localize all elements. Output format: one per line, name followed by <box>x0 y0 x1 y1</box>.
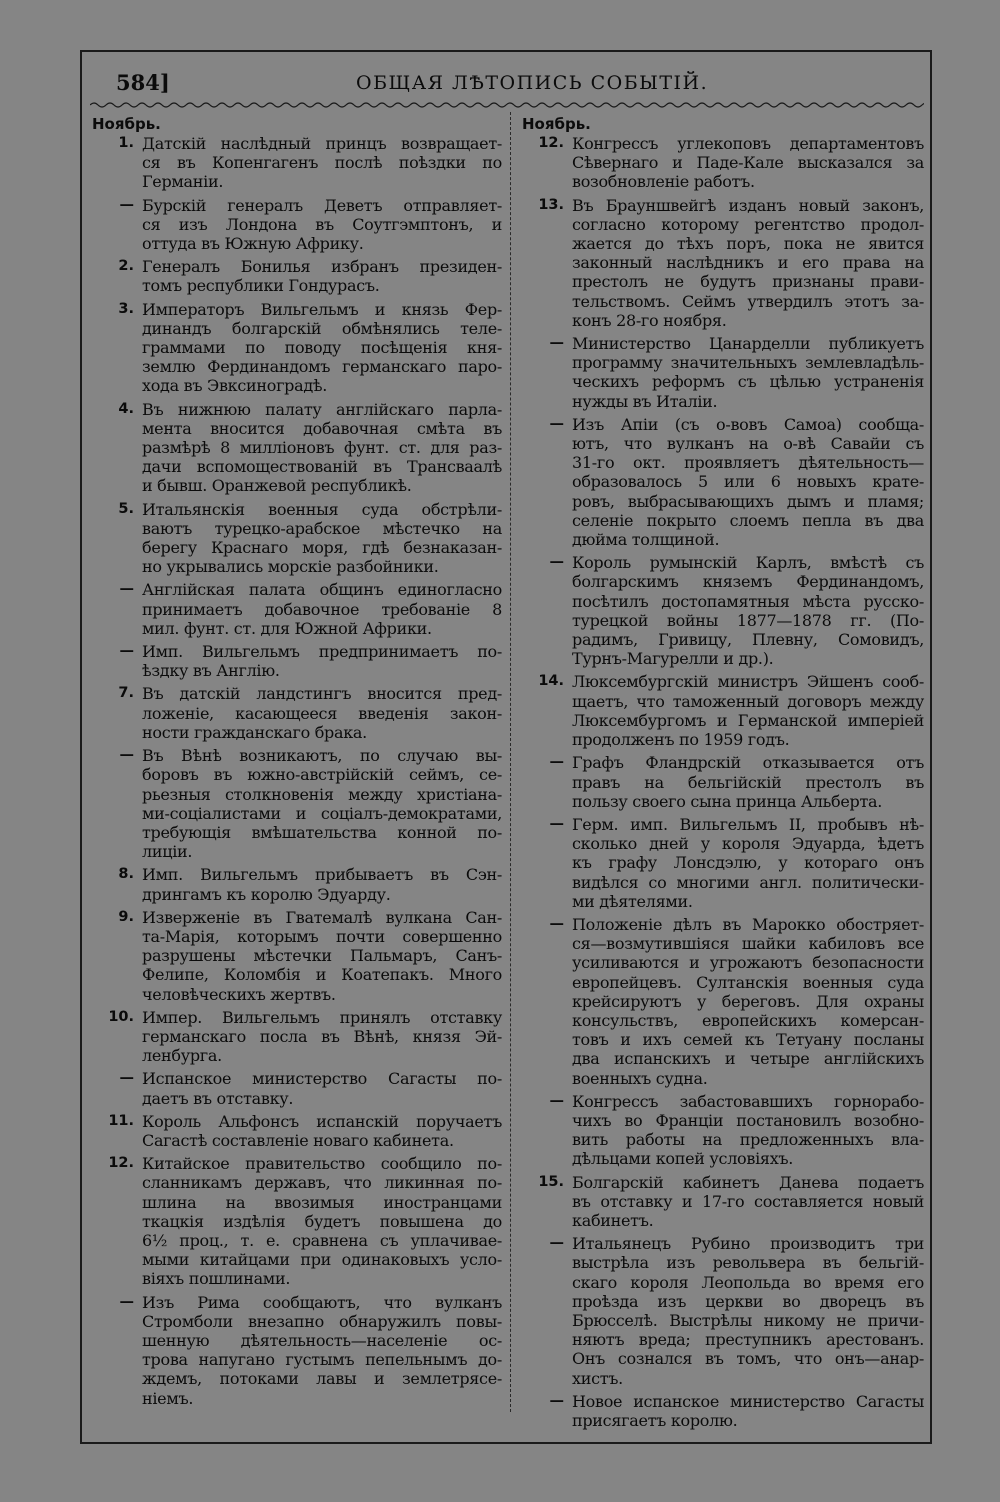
entry-text <box>142 746 502 861</box>
entry-text <box>142 1112 502 1150</box>
entry-text <box>572 753 924 811</box>
chronicle-entry <box>92 684 502 742</box>
entry-text <box>142 1154 502 1288</box>
entry-text <box>142 1008 502 1066</box>
entry-date: 15. <box>538 1173 564 1190</box>
text-line: ми-соціалистами и соціалъ-демократами, <box>142 803 502 823</box>
entry-text <box>142 257 502 295</box>
text-line: но укрывались морскіе разбойники. <box>142 557 439 577</box>
entry-date: 12. <box>108 1155 134 1172</box>
text-line: престолъ не будутъ признаны прави- <box>572 272 924 292</box>
text-line: Турнъ-Магурелли и др.). <box>572 649 774 669</box>
text-line: ткацкія издѣлія будетъ повышена до <box>142 1211 502 1231</box>
text-line: Генералъ Бонилья избранъ президен- <box>142 257 502 277</box>
entry-date: — <box>119 747 134 764</box>
entry-date: 10. <box>108 1008 134 1025</box>
chronicle-entry <box>522 553 924 668</box>
text-line: размѣрѣ 8 милліоновъ фунт. ст. для раз- <box>142 438 502 458</box>
text-line: дѣльцами копей условіяхъ. <box>572 1149 794 1169</box>
text-line: Въ Вѣнѣ возникаютъ, по случаю вы- <box>142 746 502 766</box>
text-line: динандъ болгарскій обмѣнялись теле- <box>142 318 502 338</box>
text-line: дрингамъ къ королю Эдуарду. <box>142 884 391 904</box>
entry-date: 4. <box>118 400 134 417</box>
chronicle-entry <box>522 915 924 1088</box>
text-line: Король румынскій Карлъ, вмѣстѣ съ <box>572 553 924 573</box>
text-line: томъ республики Гондурасъ. <box>142 276 380 296</box>
text-line: турецкой войны 1877—1878 гг. (По- <box>572 610 924 630</box>
text-line: дачи вспомоществованій въ Трансваалѣ <box>142 457 502 477</box>
chronicle-entry <box>92 580 502 638</box>
entry-text <box>572 1173 924 1231</box>
text-line: Герм. имп. Вильгельмъ II, пробывъ нѣ- <box>572 814 924 834</box>
chronicle-entry <box>522 1173 924 1231</box>
chronicle-entry <box>92 642 502 680</box>
entry-text <box>572 915 924 1088</box>
text-line: мента вносится добавочная смѣта въ <box>142 418 502 438</box>
chronicle-entry <box>92 1293 502 1408</box>
text-line: та-Марія, которымъ почти совершенно <box>142 926 502 946</box>
text-line: кабинетъ. <box>572 1210 654 1230</box>
text-line: хистъ. <box>572 1368 623 1388</box>
text-line: программу значительныхъ землевладѣль- <box>572 353 924 373</box>
text-line: Фелипе, Коломбія и Коатепакъ. Много <box>142 965 502 985</box>
text-line: Импер. Вильгельмъ принялъ отставку <box>142 1007 502 1027</box>
entry-date: 12. <box>538 135 564 151</box>
text-line: Императоръ Вильгельмъ и князь Фер- <box>142 299 502 319</box>
text-line: ложеніе, касающееся введенія закон- <box>142 703 502 723</box>
text-line: Германіи. <box>142 172 224 192</box>
chronicle-entry <box>522 334 924 411</box>
text-line: віяхъ пошлинами. <box>142 1269 291 1289</box>
text-line: Итальянецъ Рубино производитъ три <box>572 1234 924 1254</box>
chronicle-entry <box>522 196 924 330</box>
text-line: болгарскимъ княземъ Фердинандомъ, <box>572 572 924 592</box>
entry-date: — <box>119 643 134 660</box>
chronicle-entry <box>92 746 502 861</box>
text-line: нужды въ Италіи. <box>572 391 718 411</box>
text-line: требующія вмѣшательства конной по- <box>142 822 502 842</box>
entry-text <box>572 1392 924 1430</box>
text-line: консульствъ, европейскихъ комерсан- <box>572 1010 924 1030</box>
chronicle-entry <box>522 1092 924 1169</box>
text-line: правъ на бельгійскій престолъ въ <box>572 772 924 792</box>
entry-date: 9. <box>118 908 134 925</box>
entry-date: — <box>549 1392 564 1409</box>
text-line: Китайское правительство сообщило по- <box>142 1154 502 1174</box>
text-line: Графъ Фландрскій отказывается отъ <box>572 753 924 773</box>
chronicle-entry <box>92 1069 502 1107</box>
text-line: граммами по поводу посѣщенія кня- <box>142 338 502 358</box>
entry-text <box>572 415 924 549</box>
chronicle-entry <box>522 1392 924 1430</box>
text-line: крейсируютъ у береговъ. Для охраны <box>572 991 924 1011</box>
text-line: Въ датскій ландстингъ вносится пред- <box>142 684 502 704</box>
text-line: щаетъ, что таможенный договоръ между <box>572 691 924 711</box>
text-line: Изъ Апіи (съ о-вовъ Самоа) сообща- <box>572 414 924 434</box>
text-line: ѣздку въ Англію. <box>142 661 280 681</box>
text-line: Конгрессъ забастовавшихъ горнорабо- <box>572 1091 924 1111</box>
text-line: ческихъ реформъ съ цѣлью устраненія <box>572 372 924 392</box>
text-line: Въ нижнюю палату англійскаго парла- <box>142 399 502 419</box>
entry-text <box>142 300 502 396</box>
text-line: ніемъ. <box>142 1388 194 1408</box>
text-line: дюйма толщиной. <box>572 530 720 550</box>
entry-list <box>522 134 924 1430</box>
entry-text <box>142 500 502 577</box>
text-line: пользу своего сына принца Альберта. <box>572 791 883 811</box>
text-line: Король Альфонсъ испанскій поручаетъ <box>142 1111 502 1131</box>
entry-date: — <box>119 1070 134 1087</box>
text-line: Люксембургскій министръ Эйшенъ сооб- <box>572 672 924 692</box>
entry-date: 2. <box>118 258 134 275</box>
text-line: вить работы на предложенныхъ вла- <box>572 1130 924 1150</box>
right-column <box>522 114 924 1434</box>
entry-text <box>572 815 924 911</box>
entry-text <box>572 553 924 668</box>
text-line: принимаетъ добавочное требованіе 8 <box>142 599 502 619</box>
text-line: Министерство Цанарделли публикуетъ <box>572 334 924 354</box>
chronicle-entry <box>92 400 502 496</box>
text-line: продолженъ по 1959 годъ. <box>572 730 790 750</box>
entry-text <box>572 1234 924 1388</box>
text-line: ся изъ Лондона въ Соутгэмптонъ, и <box>142 214 502 234</box>
entry-text <box>142 196 502 254</box>
text-line: 31-го окт. проявляетъ дѣятельность— <box>572 453 924 473</box>
text-line: Новое испанское министерство Сагасты <box>572 1391 924 1411</box>
text-line: Люксембургомъ и Германской имперіей <box>572 710 924 730</box>
entry-date: — <box>549 915 564 932</box>
text-line: усиливаются и угрожаютъ безопасности <box>572 953 924 973</box>
chronicle-entry <box>522 134 924 192</box>
text-line: два испанскихъ и четыре англійскихъ <box>572 1049 924 1069</box>
text-line: ровъ, выбрасывающихъ дымъ и пламя; <box>572 491 924 511</box>
entry-text <box>142 642 502 680</box>
text-line: Болгарскій кабинетъ Данева подаетъ <box>572 1172 924 1192</box>
text-line: военныхъ судна. <box>572 1068 708 1088</box>
text-line: ся—возмутившіяся шайки кабиловъ все <box>572 934 924 954</box>
column-divider <box>510 112 511 1412</box>
entry-text <box>142 1293 502 1408</box>
text-line: жается до тѣхъ поръ, пока не явится <box>572 234 924 254</box>
text-line: законный наслѣдникъ и его права на <box>572 253 924 273</box>
text-line: ваютъ турецко-арабское мѣстечко на <box>142 518 502 538</box>
text-line: ности гражданскаго брака. <box>142 722 367 742</box>
text-line: Въ Брауншвейгѣ изданъ новый законъ, <box>572 195 924 215</box>
entry-date: 14. <box>538 673 564 690</box>
wavy-rule <box>90 100 924 110</box>
entry-text <box>142 865 502 903</box>
chronicle-entry <box>522 415 924 549</box>
text-line: конъ 28-го ноября. <box>572 310 727 330</box>
text-line: шенную дѣятельность—населеніе ос- <box>142 1330 502 1350</box>
text-line: и бывш. Оранжевой республикѣ. <box>142 476 412 496</box>
entry-date: — <box>549 1092 564 1109</box>
entry-date: — <box>549 815 564 832</box>
page-number: 584] <box>116 70 170 95</box>
text-line: боровъ въ южно-австрійскій сеймъ, се- <box>142 765 502 785</box>
text-line: Брюсселѣ. Выстрѣлы никому не причи- <box>572 1310 924 1330</box>
text-line: Испанское министерство Сагасты по- <box>142 1069 502 1089</box>
entry-date: — <box>119 196 134 213</box>
chronicle-entry <box>522 672 924 749</box>
entry-date: 1. <box>118 135 134 151</box>
text-line: сколько дней у короля Эдуарда, ѣдетъ <box>572 834 924 854</box>
chronicle-entry <box>92 134 502 192</box>
text-line: селеніе покрыто слоемъ пепла въ два <box>572 510 924 530</box>
text-line: хода въ Эвксиноградѣ. <box>142 376 328 396</box>
text-line: образовалось 5 или 6 новыхъ крате- <box>572 472 924 492</box>
text-line: товъ и ихъ семей къ Тетуану посланы <box>572 1030 924 1050</box>
text-line: Стромболи внезапно обнаружилъ повы- <box>142 1311 502 1331</box>
entry-date: — <box>549 554 564 571</box>
text-line: европейцевъ. Султанскія военныя суда <box>572 972 924 992</box>
text-line: Имп. Вильгельмъ прибываетъ въ Сэн- <box>142 865 502 885</box>
text-line: скаго короля Леопольда во время его <box>572 1272 924 1292</box>
text-line: ждемъ, потоками лавы и землетрясе- <box>142 1369 502 1389</box>
chronicle-entry <box>92 257 502 295</box>
text-line: няютъ вреда; преступникъ арестованъ. <box>572 1330 924 1350</box>
text-line: трова напугано густымъ пепельнымъ до- <box>142 1350 502 1370</box>
left-column <box>92 114 502 1412</box>
text-line: Онъ сознался въ томъ, что онъ—анар- <box>572 1349 924 1369</box>
text-line: ся въ Копенгагенъ послѣ поѣздки по <box>142 153 502 173</box>
month-heading: Ноябрь. <box>92 115 161 133</box>
entry-list <box>92 134 502 1408</box>
chronicle-entry <box>92 1154 502 1288</box>
entry-text <box>572 134 924 192</box>
chronicle-entry <box>92 196 502 254</box>
entry-date: — <box>549 335 564 352</box>
text-line: мыми китайцами при одинаковыхъ усло- <box>142 1250 502 1270</box>
text-line: Конгрессъ углекоповъ департаментовъ <box>572 134 924 153</box>
text-line: въ отставку и 17-го составляется новый <box>572 1191 924 1211</box>
chronicle-entry <box>92 1112 502 1150</box>
text-line: Изверженіе въ Гватемалѣ вулкана Сан- <box>142 907 502 927</box>
text-line: рьезныя столкновенія между христіана- <box>142 784 502 804</box>
text-line: сланникамъ державъ, что ликинная по- <box>142 1173 502 1193</box>
chronicle-entry <box>522 1234 924 1388</box>
text-line: германскаго посла въ Вѣнѣ, князя Эй- <box>142 1026 502 1046</box>
text-line: оттуда въ Южную Африку. <box>142 234 364 254</box>
text-line: Англійская палата общинъ единогласно <box>142 580 502 600</box>
entry-text <box>572 672 924 749</box>
chronicle-entry <box>92 500 502 577</box>
text-line: шлина на ввозимыя иностранцами <box>142 1192 502 1212</box>
text-line: согласно которому регентство продол- <box>572 214 924 234</box>
text-line: чихъ во Франціи постановилъ возобно- <box>572 1110 924 1130</box>
entry-text <box>142 908 502 1004</box>
text-line: видѣлся со многими англ. политически- <box>572 872 924 892</box>
text-line: Имп. Вильгельмъ предпринимаетъ по- <box>142 642 502 662</box>
entry-date: — <box>549 415 564 432</box>
text-line: Датскій наслѣдный принцъ возвращает- <box>142 134 502 153</box>
text-line: посѣтилъ достопамятныя мѣста русско- <box>572 591 924 611</box>
text-line: ми дѣятелями. <box>572 891 693 911</box>
text-line: радимъ, Гривицу, Плевну, Сомовидъ, <box>572 630 924 650</box>
entry-date: 8. <box>118 866 134 883</box>
entry-text <box>572 334 924 411</box>
entry-text <box>572 196 924 330</box>
entry-date: — <box>119 581 134 598</box>
chronicle-entry <box>92 1008 502 1066</box>
text-line: мил. фунт. ст. для Южной Африки. <box>142 618 432 638</box>
text-line: тельствомъ. Сеймъ утвердилъ этотъ за- <box>572 291 924 311</box>
chronicle-entry <box>92 865 502 903</box>
entry-date: 3. <box>118 300 134 317</box>
text-line: Итальянскія военныя суда обстрѣли- <box>142 499 502 519</box>
text-line: 6½ проц., т. е. сравнена съ уплачивае- <box>142 1230 502 1250</box>
entry-date: 7. <box>118 685 134 702</box>
entry-text <box>142 134 502 192</box>
entry-date: 13. <box>538 196 564 213</box>
text-line: Изъ Рима сообщаютъ, что вулканъ <box>142 1292 502 1312</box>
entry-text <box>142 1069 502 1107</box>
text-line: ленбурга. <box>142 1046 222 1066</box>
text-line: землю Фердинандомъ германскаго паро- <box>142 357 502 377</box>
text-line: Сагастѣ составленіе новаго кабинета. <box>142 1130 454 1150</box>
text-line: берегу Краснаго моря, гдѣ безнаказан- <box>142 538 502 558</box>
text-line: лиціи. <box>142 842 193 862</box>
text-line: Сѣвернаго и Паде-Кале высказался за <box>572 153 924 173</box>
month-heading: Ноябрь. <box>522 115 591 133</box>
text-line: выстрѣла изъ револьвера въ бельгій- <box>572 1253 924 1273</box>
chronicle-entry <box>92 300 502 396</box>
chronicle-entry <box>522 815 924 911</box>
text-line: Бурскій генералъ Деветъ отправляет- <box>142 195 502 215</box>
text-line: Положеніе дѣлъ въ Марокко обостряет- <box>572 914 924 934</box>
entry-date: 5. <box>118 500 134 517</box>
text-line: къ графу Лонсдэлю, у котораго онъ <box>572 853 924 873</box>
entry-date: — <box>119 1293 134 1310</box>
page-header <box>116 70 926 100</box>
text-line: разрушены мѣстечки Пальмаръ, Санъ- <box>142 946 502 966</box>
text-line: возобновленіе работъ. <box>572 172 755 192</box>
chronicle-entry <box>92 908 502 1004</box>
text-line: ютъ, что вулканъ на о-вѣ Савайи съ <box>572 434 924 454</box>
entry-text <box>142 580 502 638</box>
entry-text <box>142 400 502 496</box>
entry-text <box>142 684 502 742</box>
entry-date: — <box>549 1235 564 1252</box>
entry-text <box>572 1092 924 1169</box>
entry-date: 11. <box>108 1112 134 1129</box>
text-line: человѣческихъ жертвъ. <box>142 984 336 1004</box>
entry-date: — <box>549 754 564 771</box>
text-line: проѣзда изъ церкви во дворецъ въ <box>572 1291 924 1311</box>
text-line: присягаетъ королю. <box>572 1411 738 1430</box>
text-line: даетъ въ отставку. <box>142 1088 294 1108</box>
running-title: ОБЩАЯ ЛѢТОПИСЬ СОБЫТІЙ. <box>356 72 709 94</box>
chronicle-entry <box>522 753 924 811</box>
